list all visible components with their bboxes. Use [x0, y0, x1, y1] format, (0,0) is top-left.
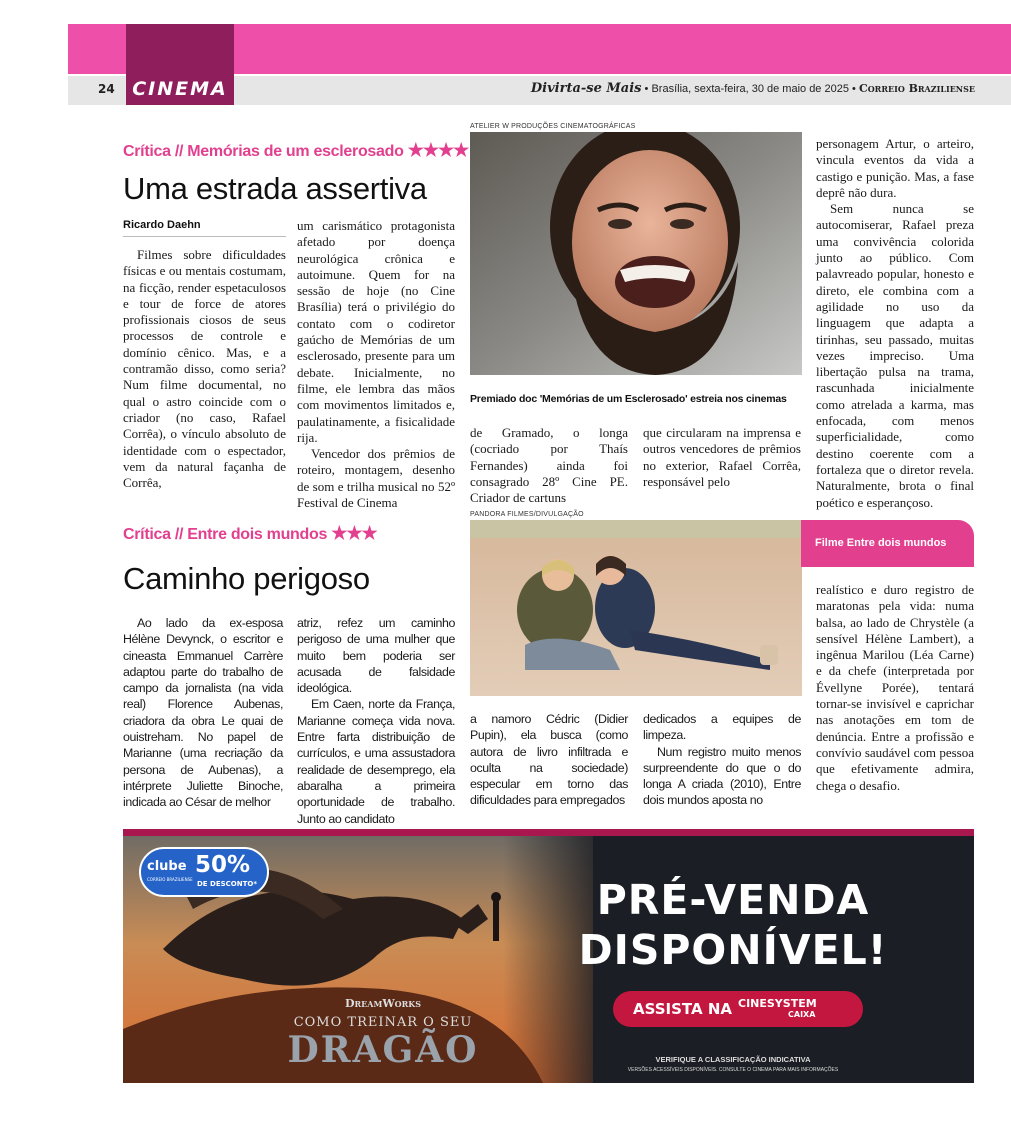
rating-stars-icon: ★★★★	[407, 140, 469, 160]
clube-sub-label: CORREIO BRAZILIENSE	[147, 877, 193, 882]
article1-kicker-text: Crítica // Memórias de um esclerosado	[123, 143, 404, 160]
bullet-icon: •	[852, 83, 859, 95]
section-label: CINEMA	[132, 78, 228, 100]
assista-label: ASSISTA NA	[633, 1000, 732, 1018]
paragraph: Em Caen, norte da França, Marianne começa vida nova. Entre farta distribuição de currículos, e uma assustadora realidade de desemprego, ela abaralha a primeira oportunidade de trabalho. Junto ao candidato	[297, 697, 455, 826]
article2-col5	[816, 582, 974, 794]
film-title-main: DRAGÃO	[287, 1029, 479, 1071]
ad-headline-line2: DISPONÍVEL!	[578, 926, 888, 974]
ad-headline-line1: PRÉ-VENDA	[596, 876, 870, 924]
byline-divider	[123, 236, 286, 237]
clube-label: clube	[147, 859, 187, 874]
article2-col3	[470, 711, 628, 809]
article1-col4	[643, 425, 801, 490]
discount-label: DE DESCONTO*	[197, 880, 257, 888]
bullet-icon: •	[644, 83, 652, 95]
clube-discount-badge	[139, 847, 269, 897]
article2-headline: Caminho perigoso	[123, 561, 370, 596]
paragraph: Sem nunca se autocomiserar, Rafael preza uma convivência colorida junto ao público. Com palavreado popular, honesto e direto, ele combina com a agilidade no uso da linguagem que adapta a tirinhas, seu passado, muitas vezes impreciso. Uma libertação pulsa na trama, rascunhada inicialmente como atrelada a karma, mas enfocada, com menos superficialidade, como destino coerente com a fortaleza que o diretor revela. Naturalmente, brota o final poético e esperançoso.	[816, 201, 974, 510]
article1-col5	[816, 136, 974, 511]
bearded-man-photo	[470, 132, 802, 375]
paragraph: personagem Artur, o arteiro, vincula eventos da vida a castigo e punição. Mas, a fase deprê não dura.	[816, 136, 974, 200]
article2-kicker-text: Crítica // Entre dois mundos	[123, 526, 328, 543]
article1-byline: Ricardo Daehn	[123, 219, 201, 231]
dateline: Brasília, sexta-feira, 30 de maio de 2025	[651, 83, 849, 95]
header-dateline	[531, 81, 975, 96]
article1-kicker	[123, 140, 468, 161]
accessibility-notice: VERSÕES ACESSÍVEIS DISPONÍVEIS. CONSULTE O CINEMA PARA MAIS INFORMAÇÕES	[627, 1067, 839, 1073]
paragraph: que circularam na imprensa e outros vencedores de prêmios no exterior, Rafael Corrêa, responsável pelo	[643, 425, 801, 489]
discount-percent: 50%	[195, 852, 251, 878]
paragraph: realístico e duro registro de maratonas pela vida: numa balsa, ao lado de Chrystèle (a sensível Hélène Lambert), a ingênua Marilou (Léa Carne) e da chefe (interpretada por Évellyne Porée), tentará tornar-se invisível e caprichar nas anotações em tom de denúncia. Entre a profissão e convívio saudável com pessoa que efetivamente admira, chega o desafio.	[816, 582, 974, 793]
rating-notice: VERIFIQUE A CLASSIFICAÇÃO INDICATIVA	[655, 1055, 811, 1064]
cinesystem-logo: CINESYSTEM	[738, 997, 817, 1010]
paragraph: um carismático protagonista afetado por doença neurológica crônica e autoimune. Quem for na sessão de hoje (no Cine Brasília) terá o privilégio do contato com o codiretor gaúcho de Memórias de um esclerosado, presente para um debate. Inicialmente, no filme, ele lembra das mãos com movimentos limitados e, paulatinamente, a fisicalidade rija.	[297, 218, 455, 445]
paragraph: de Gramado, o longa (cocriado por Thaís Fernandes) ainda foi consagrado 28º Cine PE. Criador de cartuns	[470, 425, 628, 506]
caixa-logo: CAIXA	[788, 1010, 816, 1019]
page-number: 24	[98, 82, 115, 96]
film-title-top: COMO TREINAR O SEU	[293, 1015, 473, 1030]
article2-film-tag: Filme Entre dois mundos	[801, 520, 974, 567]
article2-photo-credit: PANDORA FILMES/DIVULGAÇÃO	[470, 511, 584, 518]
ad-top-border	[123, 829, 974, 836]
paragraph: Num registro muito menos surpreendente do que o do longa A criada (2010), Entre dois mundos aposta no	[643, 744, 801, 808]
article1-photo	[470, 132, 802, 375]
rating-stars-icon: ★★★	[331, 523, 377, 543]
paragraph: dedicados a equipes de limpeza.	[643, 712, 801, 743]
article1-col2	[297, 218, 455, 511]
paragraph: Filmes sobre dificuldades físicas e ou mentais costumam, na ficção, render espetaculosos e tour de force de atores profissionais ciosos de seus processos de controle e domínio cênico. Mas, e a contramão disso, como seria? Num filme documental, no qual o astro coincide com o criador (no caso, Rafael Corrêa), o vínculo absoluto de identidade com o espectador, vem da natural façanha de Corrêa,	[123, 247, 286, 491]
article1-photo-credit: ATELIER W PRODUÇÕES CINEMATOGRÁFICAS	[470, 123, 636, 130]
newspaper-name: Correio Braziliense	[858, 82, 975, 95]
article2-col2	[297, 615, 455, 827]
studio-logo: DreamWorks	[344, 997, 422, 1010]
article1-col1	[123, 247, 286, 491]
dragon-ad-banner[interactable]	[123, 829, 974, 1083]
article1-headline: Uma estrada assertiva	[123, 171, 427, 206]
paragraph: a namoro Cédric (Didier Pupin), ela busca (como autora de livro infiltrada e oculta na sociedade) especular em torno das dificuldades para empregados	[470, 712, 628, 808]
article2-col1	[123, 615, 283, 811]
paragraph: Ao lado da ex-esposa Hélène Devynck, o escritor e cineasta Emmanuel Carrère adaptou parte do trabalho de campo da jornalista (na vida real) Florence Aubenas, criadora da obra Le quai de ouistreham. No papel de Marianne (uma recriação da persona de Aubenas), a intérprete Juliette Binoche, indicada ao César de melhor	[123, 616, 283, 810]
article2-col4	[643, 711, 801, 809]
two-women-beach-photo	[470, 520, 802, 696]
paragraph: atriz, refez um caminho perigoso de uma mulher que muito bem poderia ser acusada de falsidade ideológica.	[297, 616, 455, 696]
article2-kicker	[123, 523, 377, 544]
paragraph: Vencedor dos prêmios de roteiro, montagem, desenho de som e trilha musical no 52º Festival de Cinema	[297, 446, 455, 511]
article2-photo	[470, 520, 802, 696]
article1-photo-caption: Premiado doc 'Memórias de um Esclerosado' estreia nos cinemas	[470, 393, 787, 405]
assista-button[interactable]	[613, 991, 863, 1027]
article1-col3	[470, 425, 628, 506]
supplement-name: Divirta-se Mais	[530, 81, 642, 96]
